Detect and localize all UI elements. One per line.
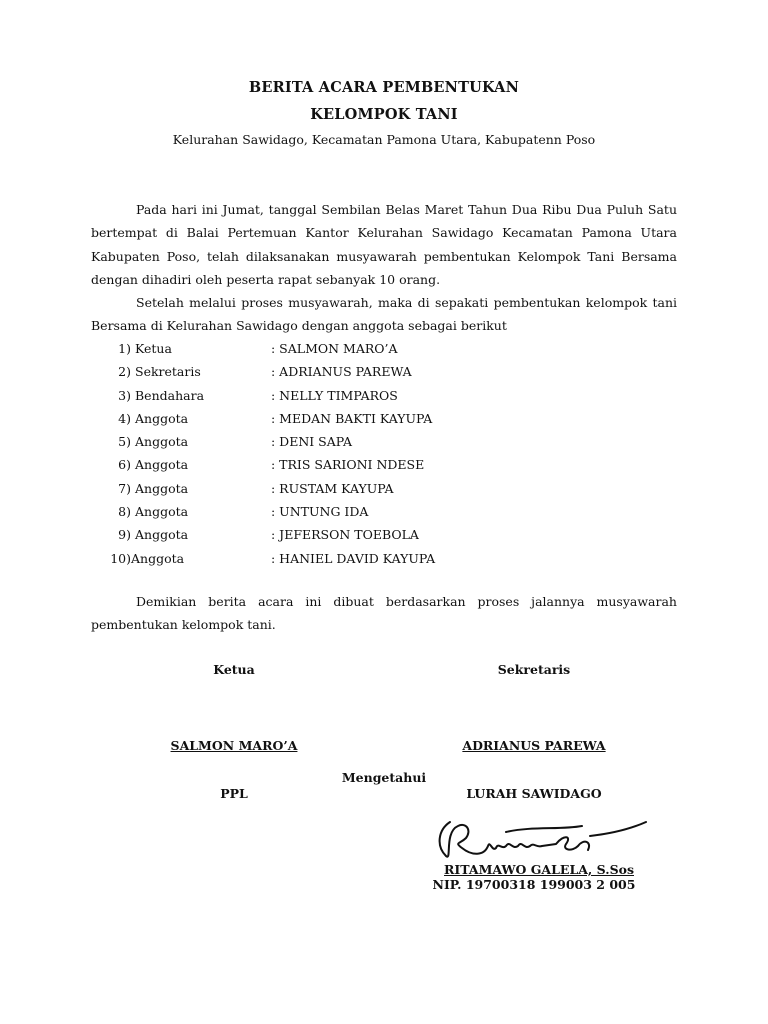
lurah-title: LURAH SAWIDAGO xyxy=(466,786,602,801)
member-row xyxy=(91,337,677,360)
secretary-name: ADRIANUS PAREWA xyxy=(462,738,606,753)
member-role: Anggota xyxy=(135,480,189,496)
document-title-line1: BERITA ACARA PEMBENTUKAN xyxy=(248,79,520,96)
document-location: Kelurahan Sawidago, Kecamatan Pamona Utara, Kabupatenn Poso xyxy=(172,132,596,147)
member-row xyxy=(91,477,677,500)
member-row xyxy=(91,547,677,570)
member-name: : ADRIANUS PAREWA xyxy=(271,364,412,380)
member-name: : TRIS SARIONI NDESE xyxy=(271,457,425,473)
lurah-nip: NIP. 19700318 199003 2 005 xyxy=(432,877,636,892)
acknowledged-label: Mengetahui xyxy=(341,770,427,785)
ppl-label: PPL xyxy=(220,786,248,801)
member-name: : JEFERSON TOEBOLA xyxy=(271,527,419,543)
chairman-role: Ketua xyxy=(213,662,255,677)
member-number: 1) xyxy=(118,341,131,356)
opening-paragraph: Pada hari ini Jumat, tanggal Sembilan Belas Maret Tahun Dua Ribu Dua Puluh Satu bertempat di Balai Pertemuan Kantor Kelurahan Sawidago Kecamatan Pamona Utara Kabupaten Poso, telah dilaksanakan musyawarah pembentukan Kelompok Tani Bersama dengan dihadiri oleh peserta rapat sebanyak 10 orang. xyxy=(91,202,677,287)
member-list xyxy=(91,337,677,570)
member-number: 6) xyxy=(118,457,131,473)
member-number: 5) xyxy=(118,434,131,450)
chairman-name: SALMON MARO’A xyxy=(170,738,298,753)
member-role: Sekretaris xyxy=(135,364,201,380)
secretary-role: Sekretaris xyxy=(497,662,571,677)
member-name: : HANIEL DAVID KAYUPA xyxy=(271,550,436,566)
member-row xyxy=(91,523,677,546)
member-number: 10) xyxy=(110,550,131,566)
member-row xyxy=(91,384,677,407)
member-name: : SALMON MARO’A xyxy=(271,341,398,356)
member-name: : UNTUNG IDA xyxy=(271,504,369,520)
member-number: 2) xyxy=(118,364,131,380)
member-name: : DENI SAPA xyxy=(271,434,353,450)
member-role: Anggota xyxy=(135,527,189,543)
document-title-line2: KELOMPOK TANI xyxy=(310,106,458,123)
closing-paragraph: Demikian berita acara ini dibuat berdasarkan proses jalannya musyawarah pembentukan kelompok tani. xyxy=(91,594,677,633)
member-row xyxy=(91,407,677,430)
member-role: Ketua xyxy=(135,341,172,356)
member-row xyxy=(91,360,677,383)
member-row xyxy=(91,500,677,523)
member-number: 8) xyxy=(118,504,131,520)
member-role: Anggota xyxy=(135,504,189,520)
lurah-name: RITAMAWO GALELA, S.Sos xyxy=(444,862,634,877)
member-role: Anggota xyxy=(135,410,189,426)
member-role: Bendahara xyxy=(135,387,205,403)
member-role: Anggota xyxy=(131,550,185,566)
member-name: : RUSTAM KAYUPA xyxy=(271,480,394,496)
member-row xyxy=(91,453,677,476)
member-number: 3) xyxy=(118,387,131,403)
member-row xyxy=(91,430,677,453)
member-name: : NELLY TIMPAROS xyxy=(271,387,398,403)
member-role: Anggota xyxy=(135,434,189,450)
member-role: Anggota xyxy=(135,457,189,473)
agreement-paragraph: Setelah melalui proses musyawarah, maka di sepakati pembentukan kelompok tani Bersama di Kelurahan Sawidago dengan anggota sebagai berikut xyxy=(91,295,677,334)
member-name: : MEDAN BAKTI KAYUPA xyxy=(271,410,433,426)
member-number: 4) xyxy=(118,410,131,426)
member-number: 9) xyxy=(118,527,131,543)
member-number: 7) xyxy=(118,480,131,496)
